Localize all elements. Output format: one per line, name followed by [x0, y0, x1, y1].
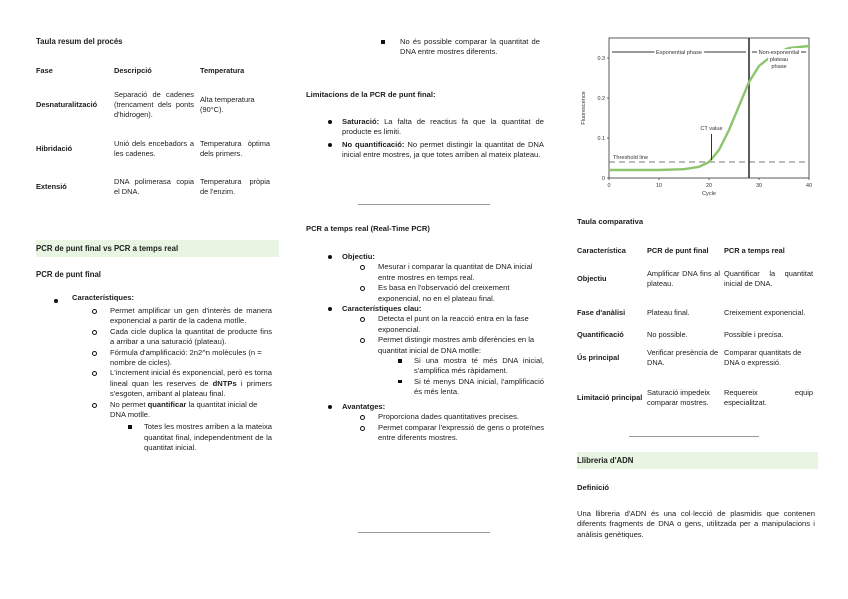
list-item [342, 314, 544, 335]
list-item [342, 140, 544, 161]
divider [358, 532, 490, 533]
y-tick-label: 0 [602, 176, 605, 182]
adv-item: Proporciona dades quantitatives precises. [378, 412, 519, 422]
x-tick-label: 0 [607, 183, 611, 189]
limit-body: No permet distingir la quantitat de DNA inicial entre mostres, ja que totes arriben al mateix plateau. [342, 139, 544, 160]
def-title: Definició [577, 483, 610, 492]
limits-title: Limitacions de la PCR de punt final: [306, 90, 436, 99]
square-bullet-icon [381, 40, 385, 44]
endpoint-title: PCR de punt final [36, 270, 101, 279]
def-text: Una llibreria d'ADN és una col·lecció de plasmidis que contenen diferents fragments de DNA o gens, utilitzada per a manipulacions i anàlisis genètiques. [577, 509, 815, 539]
list-item [342, 117, 544, 138]
char-item-pre: No permet [110, 399, 148, 409]
bullet-dot-icon [328, 307, 332, 311]
table-row [577, 259, 813, 299]
table-row [36, 130, 270, 168]
row-a: No possible. [647, 330, 688, 340]
threshold-label: Threshold line [613, 155, 649, 161]
section-band-library: Llibreria d'ADN [577, 452, 818, 469]
summary-header-temp: Temperatura [200, 65, 245, 75]
compare-header-b: PCR a temps real [724, 246, 785, 256]
compare-header-row [577, 244, 813, 259]
characteristics-label: Característiques: [72, 293, 135, 302]
row-a: Amplificar DNA fins al plateau. [647, 268, 720, 288]
divider [358, 204, 490, 205]
row-b: Comparar quantitats de DNA o expressió. [724, 347, 802, 367]
char-item-text: Permet amplificar un gen d'interès de manera exponencial a partir de la cadena motlle. [110, 306, 272, 326]
summary-header-row [36, 62, 270, 80]
x-tick-label: 30 [756, 183, 762, 189]
adv-label: Avantatges: [342, 401, 386, 411]
dntps-term: dNTPs [212, 378, 237, 388]
limit-label: Saturació: [342, 117, 380, 126]
clau-subitem: Si té menys DNA inicial, l'amplificació és més lenta. [414, 376, 544, 397]
square-bullet-icon [398, 380, 402, 384]
y-tick-label: 0.3 [597, 56, 605, 62]
temp-cell: Temperatura òptima dels primers. [200, 138, 270, 158]
char-item-text: Fórmula d'amplificació: 2n2^n molècules (n = nombre de cicles). [110, 347, 262, 368]
circle-bullet-icon [360, 286, 365, 291]
clau-label: Característiques clau: [342, 304, 422, 314]
section-band-pcr: PCR de punt final vs PCR a temps real [36, 240, 279, 257]
list-item [90, 400, 272, 421]
phase-cell: Hibridació [36, 143, 73, 153]
phase-cell: Extensió [36, 181, 67, 191]
row-key: Fase d'anàlisi [577, 307, 626, 317]
table-row [577, 372, 813, 424]
list-item [342, 402, 544, 412]
exponential-label: Exponential phase [655, 50, 703, 56]
circle-bullet-icon [360, 265, 365, 270]
list-item [90, 348, 272, 369]
bullet-dot-icon [328, 120, 332, 124]
circle-bullet-icon [92, 309, 97, 314]
temp-cell: Temperatura pròpia de l'enzim. [200, 176, 270, 196]
objective-label: Objectiu: [342, 252, 375, 261]
circle-bullet-icon [92, 351, 97, 356]
limit-text [342, 117, 544, 138]
row-a: Plateau final. [647, 307, 690, 317]
adv-item: Permet comparar l'expressió de gens o proteïnes entre diferents mostres. [378, 422, 544, 442]
circle-bullet-icon [360, 415, 365, 420]
compare-header-a: PCR de punt final [647, 246, 709, 256]
limit-body: La falta de reactius fa que la quantitat de producte es limiti. [342, 117, 544, 137]
row-a: Verificar presència de DNA. [647, 347, 719, 367]
limit-label: No quantificació: [342, 139, 405, 149]
x-axis-label: Cycle [702, 191, 716, 197]
qpcr-chart [577, 32, 818, 202]
row-key: Quantificació [577, 330, 624, 340]
objective-item: Es basa en l'observació del creixement exponencial, no en el plateau final. [378, 283, 510, 303]
x-tick-label: 40 [806, 183, 812, 189]
table-row [36, 168, 270, 206]
char-item-text: Cada cicle duplica la quantitat de producte fins a arribar a una saturació (plateau). [110, 326, 272, 347]
temp-cell: Alta temperatura (90°C). [200, 94, 255, 114]
phase-cell: Desnaturalització [36, 99, 98, 109]
circle-bullet-icon [92, 330, 97, 335]
y-axis-label: Fluorescence [581, 91, 587, 125]
desc-cell: Unió dels encebadors a les cadenes. [114, 138, 194, 158]
list-item [342, 252, 544, 262]
table-row [577, 327, 813, 344]
compare-table [577, 244, 813, 424]
x-tick-label: 20 [706, 183, 712, 189]
clau-subitem: Si una mostra té més DNA inicial, s'amplifica més ràpidament. [414, 356, 544, 376]
row-a: Saturació impedeix comparar mostres. [647, 387, 710, 407]
quantify-term: quantificar [147, 399, 187, 409]
compare-title: Taula comparativa [577, 217, 644, 226]
list-item [394, 37, 540, 58]
list-item [342, 304, 544, 314]
list-item [342, 412, 544, 422]
bullet-dot-icon [54, 296, 58, 306]
desc-cell: Separació de cadenes (trencament dels ponts d'hidrogen). [114, 89, 194, 120]
clau-item: Permet distingir mostres amb diferències en la quantitat inicial de DNA motlle: [378, 335, 535, 355]
objective-item: Mesurar i comparar la quantitat de DNA inicial entre mostres en temps real. [378, 262, 533, 282]
row-b: Possible i precisa. [724, 330, 784, 340]
summary-table [36, 62, 270, 206]
list-item [342, 335, 544, 356]
summary-header-desc: Descripció [114, 65, 152, 75]
list-item [90, 306, 272, 327]
top-bullet-text: No és possible comparar la quantitat de DNA entre mostres diferents. [400, 37, 540, 57]
table-row [577, 299, 813, 327]
divider [629, 436, 759, 437]
realtime-list [342, 252, 544, 443]
list-item [342, 262, 544, 283]
row-b: Requereix equip especialitzat. [724, 387, 813, 407]
bullet-dot-icon [328, 405, 332, 409]
row-b: Creixement exponencial. [724, 307, 806, 317]
clau-item: Detecta el punt on la reacció entra en la fase exponencial. [378, 314, 529, 334]
ct-label: CT value [700, 126, 723, 132]
limits-list [342, 117, 544, 161]
y-tick-label: 0.2 [597, 96, 605, 102]
char-item-post: la quantitat inicial de DNA motlle. [110, 399, 258, 420]
limit-text [342, 140, 544, 161]
list-item [90, 422, 272, 453]
char-list [90, 306, 272, 454]
square-bullet-icon [128, 425, 132, 429]
char-item-pre: L'increment inicial és exponencial, però es torna lineal quan les reserves de [110, 368, 272, 388]
char-subitem-text: Totes les mostres arriben a la mateixa quantitat final, independentment de la quantitat inicial. [144, 422, 272, 453]
bullet-dot-icon [328, 255, 332, 259]
circle-bullet-icon [92, 371, 97, 376]
circle-bullet-icon [360, 426, 365, 431]
row-key: Limitació principal [577, 392, 643, 402]
plateau-label: Non-exponential plateau phase [758, 50, 800, 70]
list-item [342, 377, 544, 398]
circle-bullet-icon [92, 403, 97, 408]
char-item-text [110, 368, 272, 399]
char-item-text [110, 400, 272, 421]
circle-bullet-icon [360, 317, 365, 322]
summary-header-phase: Fase [36, 65, 53, 75]
char-item-post: i primers s'esgoten, arribant al plateau final. [110, 378, 272, 399]
x-tick-label: 10 [656, 183, 662, 189]
list-item [342, 423, 544, 444]
realtime-title: PCR a temps real (Real-Time PCR) [306, 224, 430, 233]
y-tick-label: 0.1 [597, 136, 605, 142]
row-key: Ús principal [577, 352, 620, 362]
list-item [342, 283, 544, 304]
desc-cell: DNA polimerasa copia el DNA. [114, 176, 194, 196]
list-item [90, 327, 272, 348]
table-row [36, 80, 270, 130]
list-item [342, 356, 544, 377]
list-item [90, 368, 272, 399]
circle-bullet-icon [360, 338, 365, 343]
compare-header-k: Característica [577, 246, 626, 256]
table-row [577, 344, 813, 372]
row-key: Objectiu [577, 273, 607, 283]
square-bullet-icon [398, 359, 402, 363]
summary-title: Taula resum del procés [36, 37, 123, 46]
bullet-dot-icon [328, 143, 332, 147]
row-b: Quantificar la quantitat inicial de DNA. [724, 268, 813, 288]
